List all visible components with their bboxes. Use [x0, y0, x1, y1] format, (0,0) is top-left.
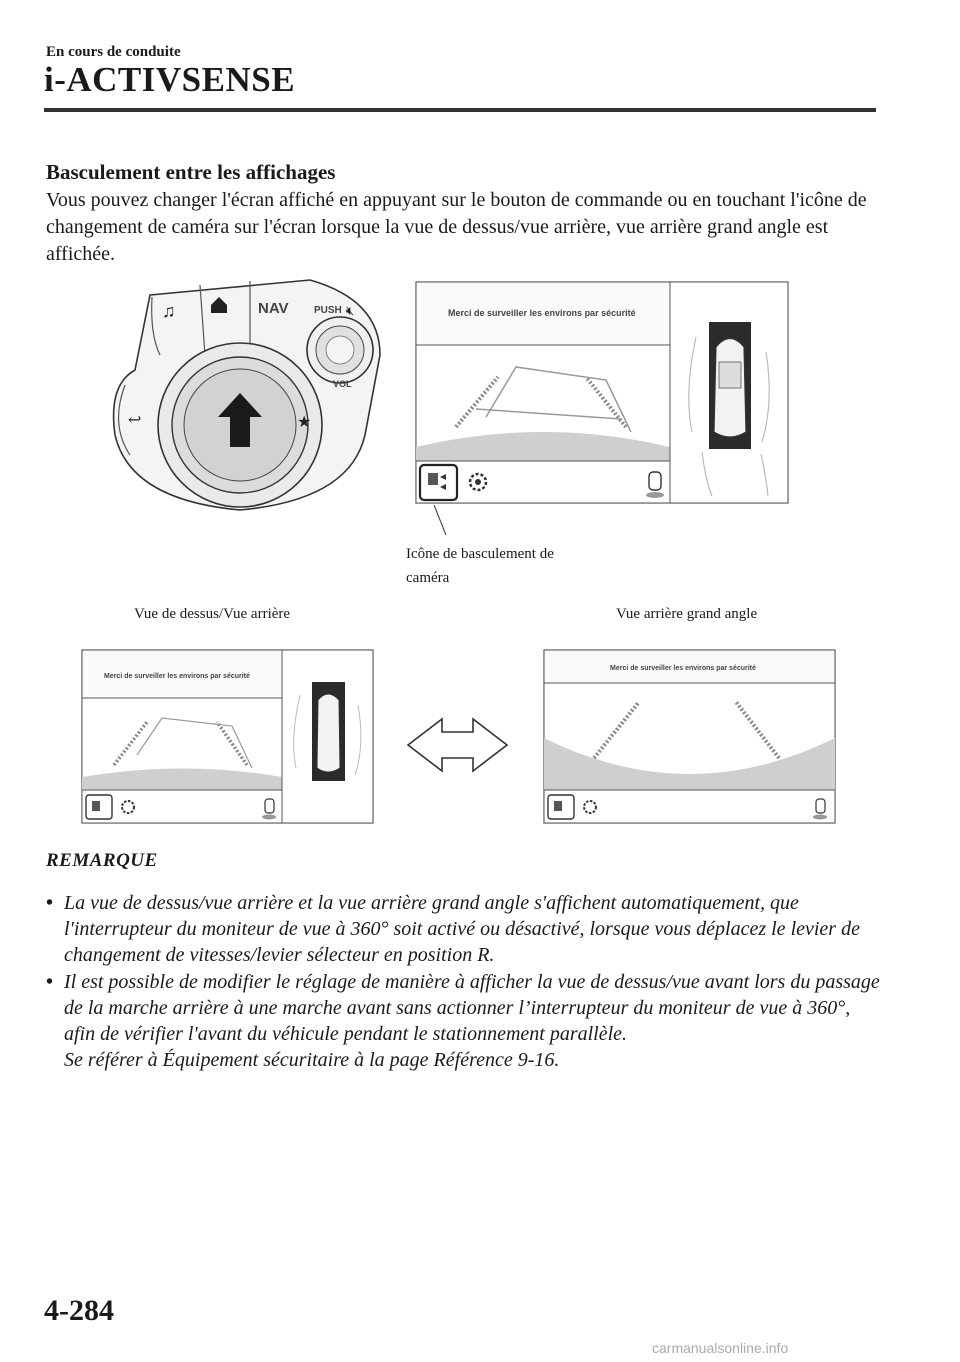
note-text [64, 969, 886, 1073]
intro-paragraph: Vous pouvez changer l'écran affiché en appuyant sur le bouton de commande ou en touchant l'icône de changement de caméra sur l'écran lorsque la vue de dessus/vue arrière, vue arrière grand angle est affichée. [46, 189, 867, 265]
nav-label: NAV [258, 300, 289, 317]
chapter-title: i-ACTIVSENSE [44, 60, 296, 99]
watermark: carmanualsonline.info [652, 1340, 789, 1356]
vol-label: VOL [333, 379, 352, 389]
screen-top-rear-view [82, 650, 373, 823]
svg-text:♫: ♫ [162, 301, 176, 321]
note-item [46, 969, 886, 1073]
svg-text:★: ★ [297, 414, 312, 431]
section-heading: Basculement entre les affichages [46, 160, 336, 184]
page-number: 4-284 [44, 1294, 114, 1327]
display-top-rear-view [416, 282, 788, 503]
commander-controller [114, 280, 380, 510]
camera-switch-icon [420, 465, 457, 500]
callout-camera-switch: Icône de basculement de caméra [406, 546, 554, 586]
section-label: En cours de conduite [46, 44, 181, 60]
bullet: • [46, 971, 54, 993]
car-sensor-icon [646, 472, 664, 498]
svg-text:🔇︎: 🔇︎ [346, 303, 355, 318]
screen-message: Merci de surveiller les environs par sécurité [448, 308, 636, 318]
header-rule [44, 108, 876, 112]
screen-wide-rear-view [544, 650, 835, 823]
svg-text:↩: ↩ [128, 412, 142, 429]
figure-controller-and-display [90, 275, 800, 535]
camera-switch-icon [86, 795, 112, 819]
volume-knob [307, 317, 373, 383]
note-item [46, 890, 886, 968]
callout-line [434, 505, 450, 535]
double-arrow-icon [408, 719, 507, 771]
push-label: PUSH [314, 305, 342, 316]
note-reference: Se référer à Équipement sécuritaire à la page Référence 9-16. [64, 1049, 560, 1071]
screen-message: Merci de surveiller les environs par sécurité [610, 665, 756, 672]
caption-wide-rear-view: Vue arrière grand angle [616, 606, 758, 622]
note-text-main: Il est possible de modifier le réglage de manière à afficher la vue de dessus/vue avant lors du passage de la marche arrière à une marche avant sans actionner l’interrupteur du moniteur de vue à 360°, afin de vérifier l'avant du véhicule pendant le stationnement parallèle. [64, 971, 880, 1045]
music-note-icon [162, 301, 176, 321]
bullet: • [46, 892, 54, 914]
note-heading: REMARQUE [46, 850, 158, 871]
back-icon [128, 412, 141, 429]
camera-switch-icon [548, 795, 574, 819]
mute-icon [346, 303, 354, 318]
note-text: La vue de dessus/vue arrière et la vue arrière grand angle s'affichent automatiquement, que l'interrupteur du moniteur de vue à 360° soit activé ou désactivé, lorsque vous déplacez le levier de changement de vitesses/levier sélecteur en position R. [64, 892, 860, 966]
caption-top-rear-view: Vue de dessus/Vue arrière [134, 606, 291, 622]
figure-view-switching [80, 645, 840, 830]
screen-message: Merci de surveiller les environs par sécurité [104, 673, 250, 680]
star-icon [297, 414, 311, 431]
